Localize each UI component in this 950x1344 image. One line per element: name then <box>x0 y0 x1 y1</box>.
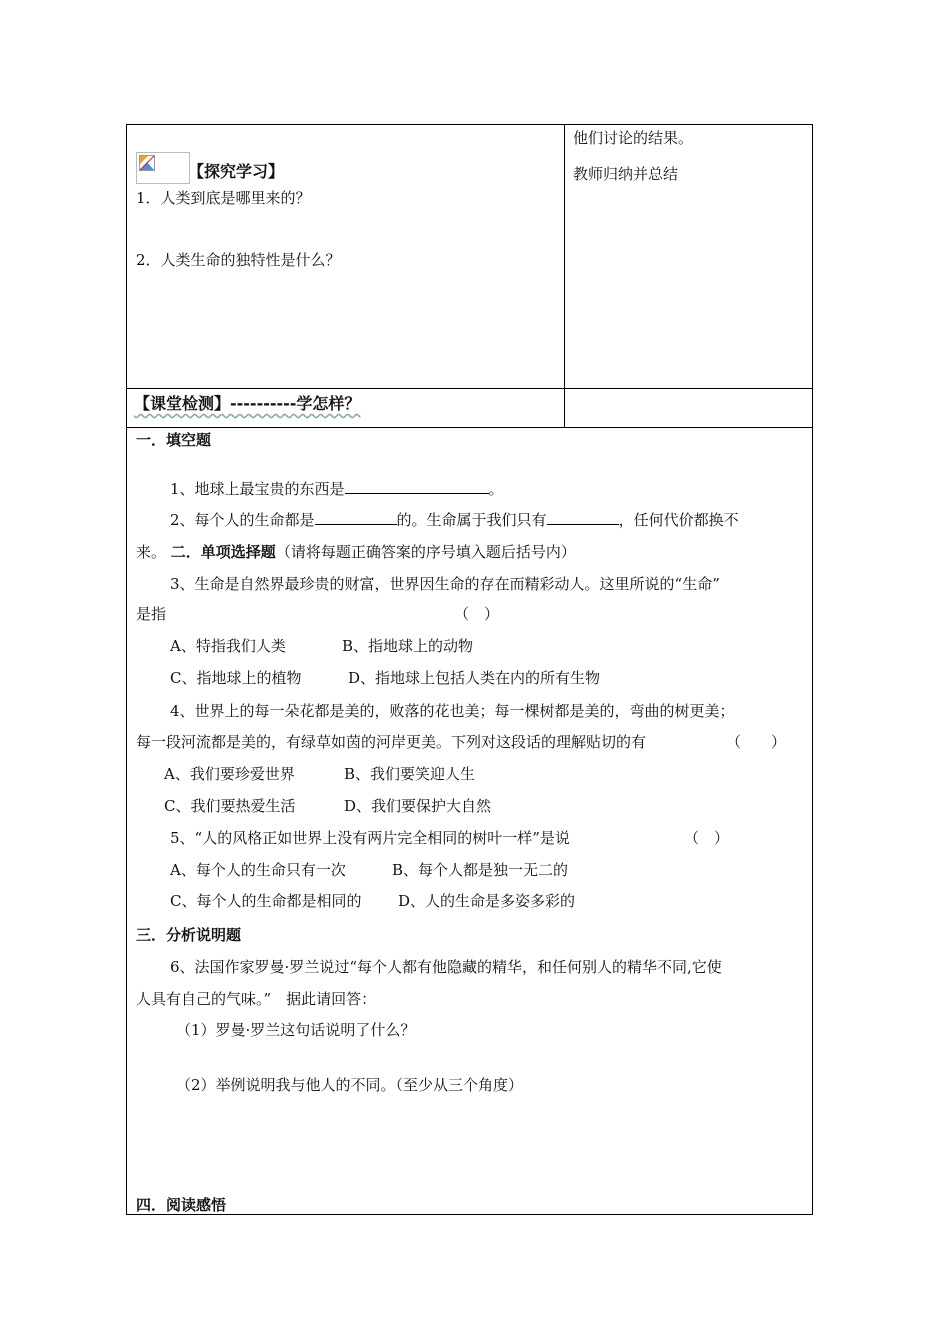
section-2-title: 二．单项选择题 <box>170 543 276 561</box>
q3-option-d[interactable]: D、指地球上包括人类在内的所有生物 <box>348 669 601 687</box>
q5-line-1: 5、“人的风格正如世界上没有两片完全相同的树叶一样”是说 <box>170 829 570 847</box>
q4-option-d[interactable]: D、我们要保护大自然 <box>344 797 492 815</box>
teacher-note-2: 教师归纳并总结 <box>573 165 679 183</box>
table-border-right <box>812 124 813 1215</box>
fill-question-2-text: 2、每个人的生命都是 <box>170 511 315 529</box>
q3-line-1: 3、生命是自然界最珍贵的财富，世界因生命的存在而精彩动人。这里所说的“生命” <box>170 575 720 593</box>
teacher-note-1: 他们讨论的结果。 <box>573 129 694 147</box>
q6-line-1: 6、法国作家罗曼·罗兰说过“每个人都有他隐藏的精华，和任何别人的精华不同,它使 <box>170 958 722 976</box>
explore-heading: 【探究学习】 <box>188 162 285 181</box>
q3-line-2: 是指 <box>136 605 167 623</box>
broken-image <box>136 152 190 184</box>
answer-blank[interactable] <box>315 510 397 525</box>
q4-line-1: 4、世界上的每一朵花都是美的，败落的花也美；每一棵树都是美的，弯曲的树更美； <box>170 702 735 720</box>
fill-question-2 <box>170 510 739 530</box>
fill-question-1-text: 1、地球上最宝贵的东西是 <box>170 480 345 498</box>
q5-option-b[interactable]: B、每个人都是独一无二的 <box>392 861 569 879</box>
q5-option-c[interactable]: C、每个人的生命都是相同的 <box>170 892 362 910</box>
explore-question-2: 2．人类生命的独特性是什么？ <box>136 251 341 269</box>
section-4-title: 四．阅读感悟 <box>136 1196 227 1214</box>
table-border-bottom <box>126 1214 813 1215</box>
fill-question-1 <box>170 479 504 499</box>
q3-option-b[interactable]: B、指地球上的动物 <box>342 637 474 655</box>
column-divider <box>564 124 565 428</box>
section-2-note: （请将每题正确答案的序号填入题后括号内） <box>275 543 576 561</box>
q5-option-a[interactable]: A、每个人的生命只有一次 <box>170 861 346 879</box>
q4-option-c[interactable]: C、我们要热爱生活 <box>164 797 296 815</box>
q6-line-2: 人具有自己的气味。” 据此请回答： <box>136 990 377 1008</box>
q4-answer-paren[interactable]: （ ） <box>726 733 787 751</box>
check-heading: 【课堂检测】----------学怎样？ <box>134 394 361 413</box>
row-divider-1 <box>126 388 813 389</box>
section-3-title: 三．分析说明题 <box>136 926 242 944</box>
q3-option-c[interactable]: C、指地球上的植物 <box>170 669 302 687</box>
q6-sub-question-2: （2）举例说明我与他人的不同。（至少从三个角度） <box>176 1076 524 1094</box>
q3-answer-paren[interactable]: （ ） <box>454 605 500 623</box>
fill-question-2-mid: 的。生命属于我们只有 <box>396 511 547 529</box>
answer-blank[interactable] <box>547 510 619 525</box>
section-1-title: 一．填空题 <box>136 431 212 449</box>
fill-question-2-end: ，任何代价都换不 <box>618 511 739 529</box>
q6-sub-question-1: （1）罗曼·罗兰这句话说明了什么？ <box>176 1021 416 1039</box>
fill-question-2-cont: 来。 <box>136 543 167 561</box>
fill-question-1-end: 。 <box>488 480 504 498</box>
answer-blank[interactable] <box>345 479 489 494</box>
q4-option-b[interactable]: B、我们要笑迎人生 <box>344 765 476 783</box>
explore-question-1: 1．人类到底是哪里来的？ <box>136 189 311 207</box>
q4-option-a[interactable]: A、我们要珍爱世界 <box>164 765 295 783</box>
q3-option-a[interactable]: A、特指我们人类 <box>170 637 286 655</box>
row-divider-2 <box>126 427 813 428</box>
q5-option-d[interactable]: D、人的生命是多姿多彩的 <box>398 892 576 910</box>
broken-image-icon <box>139 155 155 171</box>
fill-question-2-continuation <box>136 542 576 562</box>
table-border-top <box>126 124 813 125</box>
q4-line-2: 每一段河流都是美的，有绿草如茵的河岸更美。下列对这段话的理解贴切的有 <box>136 733 647 751</box>
table-border-left <box>126 124 127 1215</box>
q5-answer-paren[interactable]: （ ） <box>684 829 730 847</box>
